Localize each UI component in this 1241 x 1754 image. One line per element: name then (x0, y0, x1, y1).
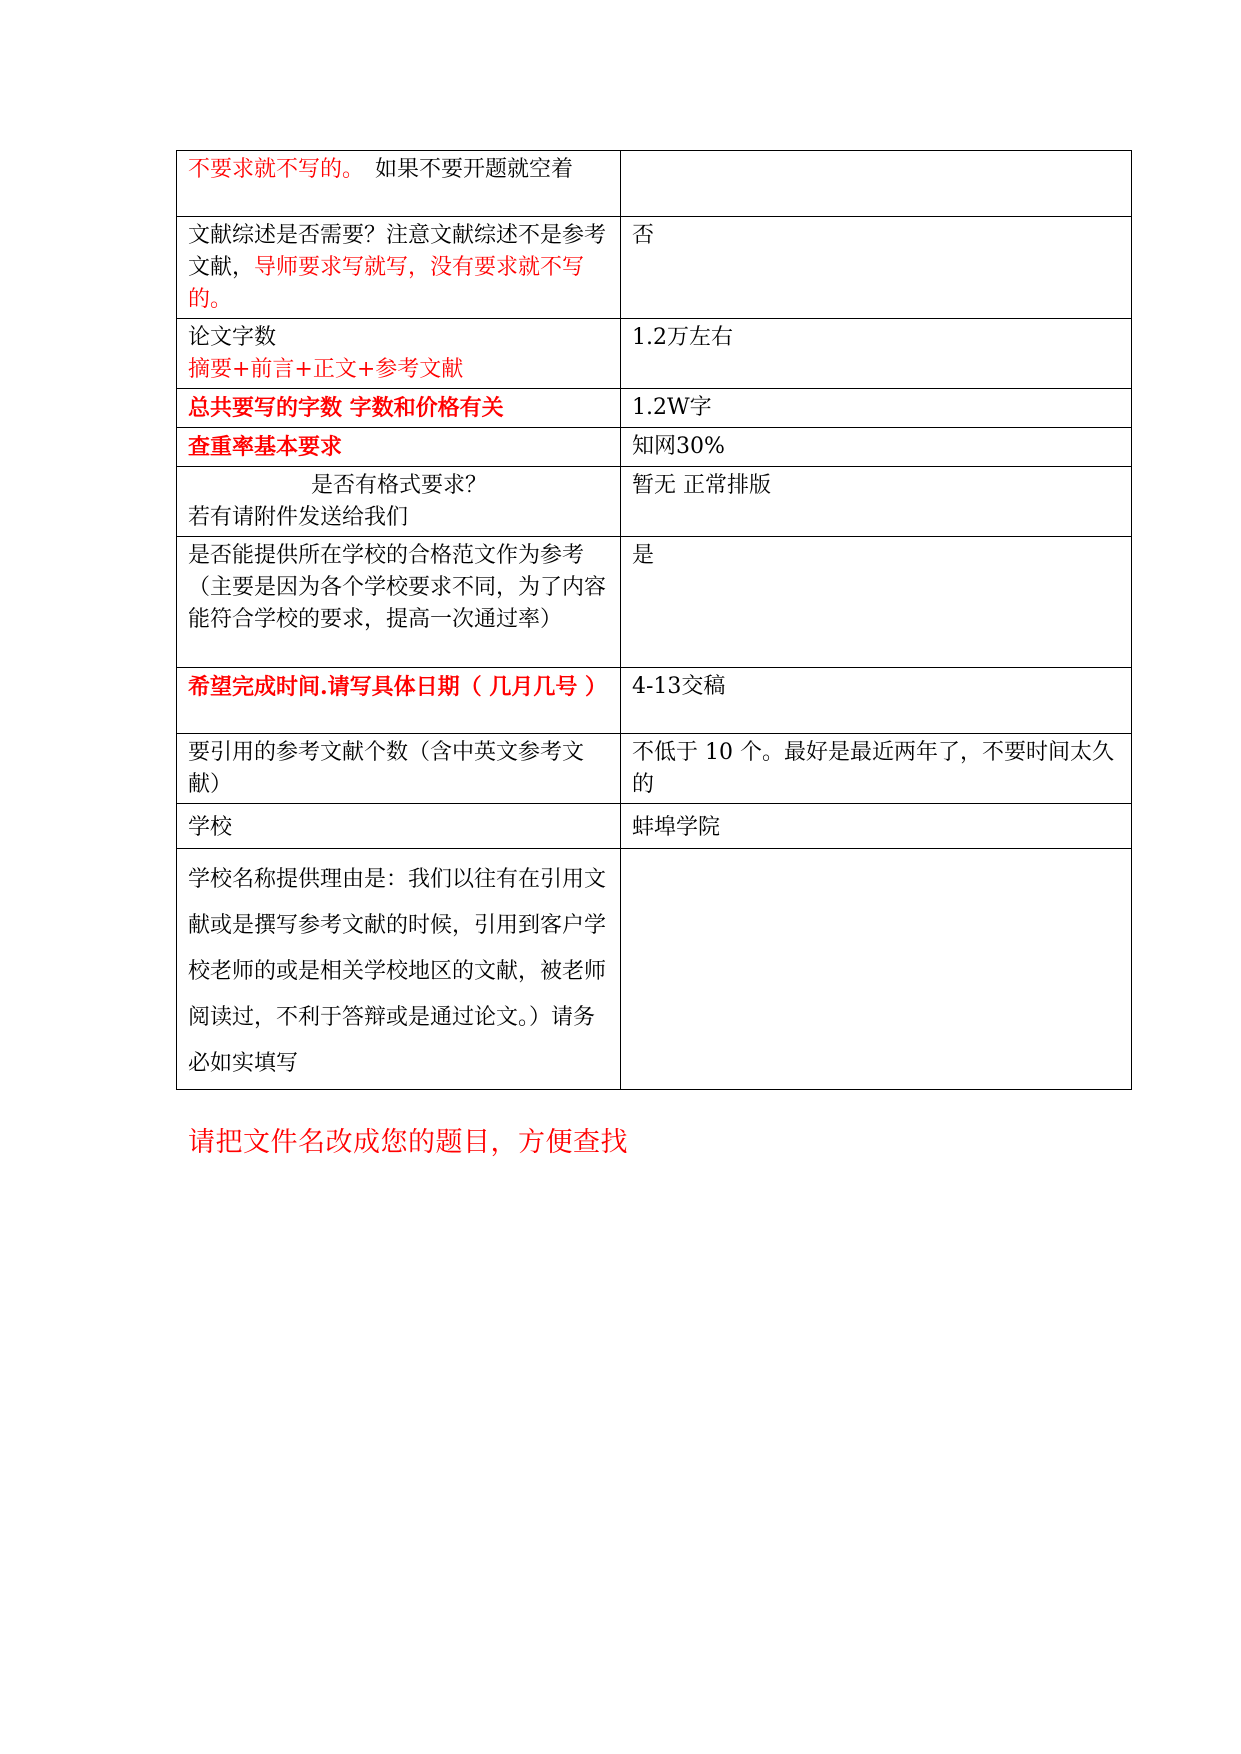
table-row (177, 537, 1132, 668)
table-row (177, 428, 1132, 467)
literature-review-question: 文献综述是否需要？注意文献综述不是参考文献， (188, 223, 607, 280)
table-row (177, 734, 1132, 804)
row-label-literature-review (177, 217, 621, 319)
row-value-school[interactable]: 蚌埠学院 (621, 804, 1132, 849)
table-row (177, 668, 1132, 734)
row-value-school-reason[interactable] (621, 849, 1132, 1090)
row-label-word-count (177, 319, 621, 389)
row-value-proposal[interactable] (621, 151, 1132, 217)
table-row (177, 151, 1132, 217)
format-attachment-note: 若有请附件发送给我们 (188, 505, 409, 530)
table-row (177, 467, 1132, 537)
table-row (177, 319, 1132, 389)
row-label-proposal (177, 151, 621, 217)
requirements-table (176, 150, 1132, 1090)
row-label-format (177, 467, 621, 537)
row-value-word-count[interactable]: 1.2万左右 (621, 319, 1132, 389)
format-question: 是否有格式要求？ (310, 473, 487, 498)
proposal-note: 如果不要开题就空着 (353, 157, 574, 182)
literature-review-note-red: 导师要求写就写，没有要求就不写的。 (188, 255, 585, 312)
row-label-school-reason: 学校名称提供理由是：我们以往有在引用文献或是撰写参考文献的时候，引用到客户学校老师的或是相关学校地区的文献，被老师阅读过，不利于答辩或是通过论文。）请务必如实填写 (177, 849, 621, 1090)
row-value-format[interactable]: 暂无 正常排版 (621, 467, 1132, 537)
row-label-deadline: 希望完成时间.请写具体日期（ 几月几号 ） (177, 668, 621, 734)
word-count-label: 论文字数 (188, 325, 277, 350)
table-row (177, 217, 1132, 319)
table-row (177, 804, 1132, 849)
proposal-note-red: 不要求就不写的。 (188, 157, 354, 182)
row-label-total-words: 总共要写的字数 字数和价格有关 (177, 389, 621, 428)
rename-file-note: 请把文件名改成您的题目，方便查找 (188, 1127, 628, 1158)
row-value-plagiarism-rate[interactable]: 知网30% (621, 428, 1132, 467)
row-value-literature-review[interactable]: 否 (621, 217, 1132, 319)
row-label-sample-paper: 是否能提供所在学校的合格范文作为参考（主要是因为各个学校要求不同，为了内容能符合学校的要求，提高一次通过率） (177, 537, 621, 668)
table-row (177, 389, 1132, 428)
row-value-total-words[interactable]: 1.2W字 (621, 389, 1132, 428)
row-value-sample-paper[interactable]: 是 (621, 537, 1132, 668)
row-label-plagiarism-rate: 查重率基本要求 (177, 428, 621, 467)
table-row (177, 849, 1132, 1090)
row-label-reference-count: 要引用的参考文献个数（含中英文参考文献） (177, 734, 621, 804)
row-value-reference-count[interactable]: 不低于 10 个。最好是最近两年了，不要时间太久的 (621, 734, 1132, 804)
row-label-school: 学校 (177, 804, 621, 849)
row-value-deadline[interactable]: 4-13交稿 (621, 668, 1132, 734)
word-count-parts: 摘要+前言+正文+参考文献 (188, 357, 464, 382)
